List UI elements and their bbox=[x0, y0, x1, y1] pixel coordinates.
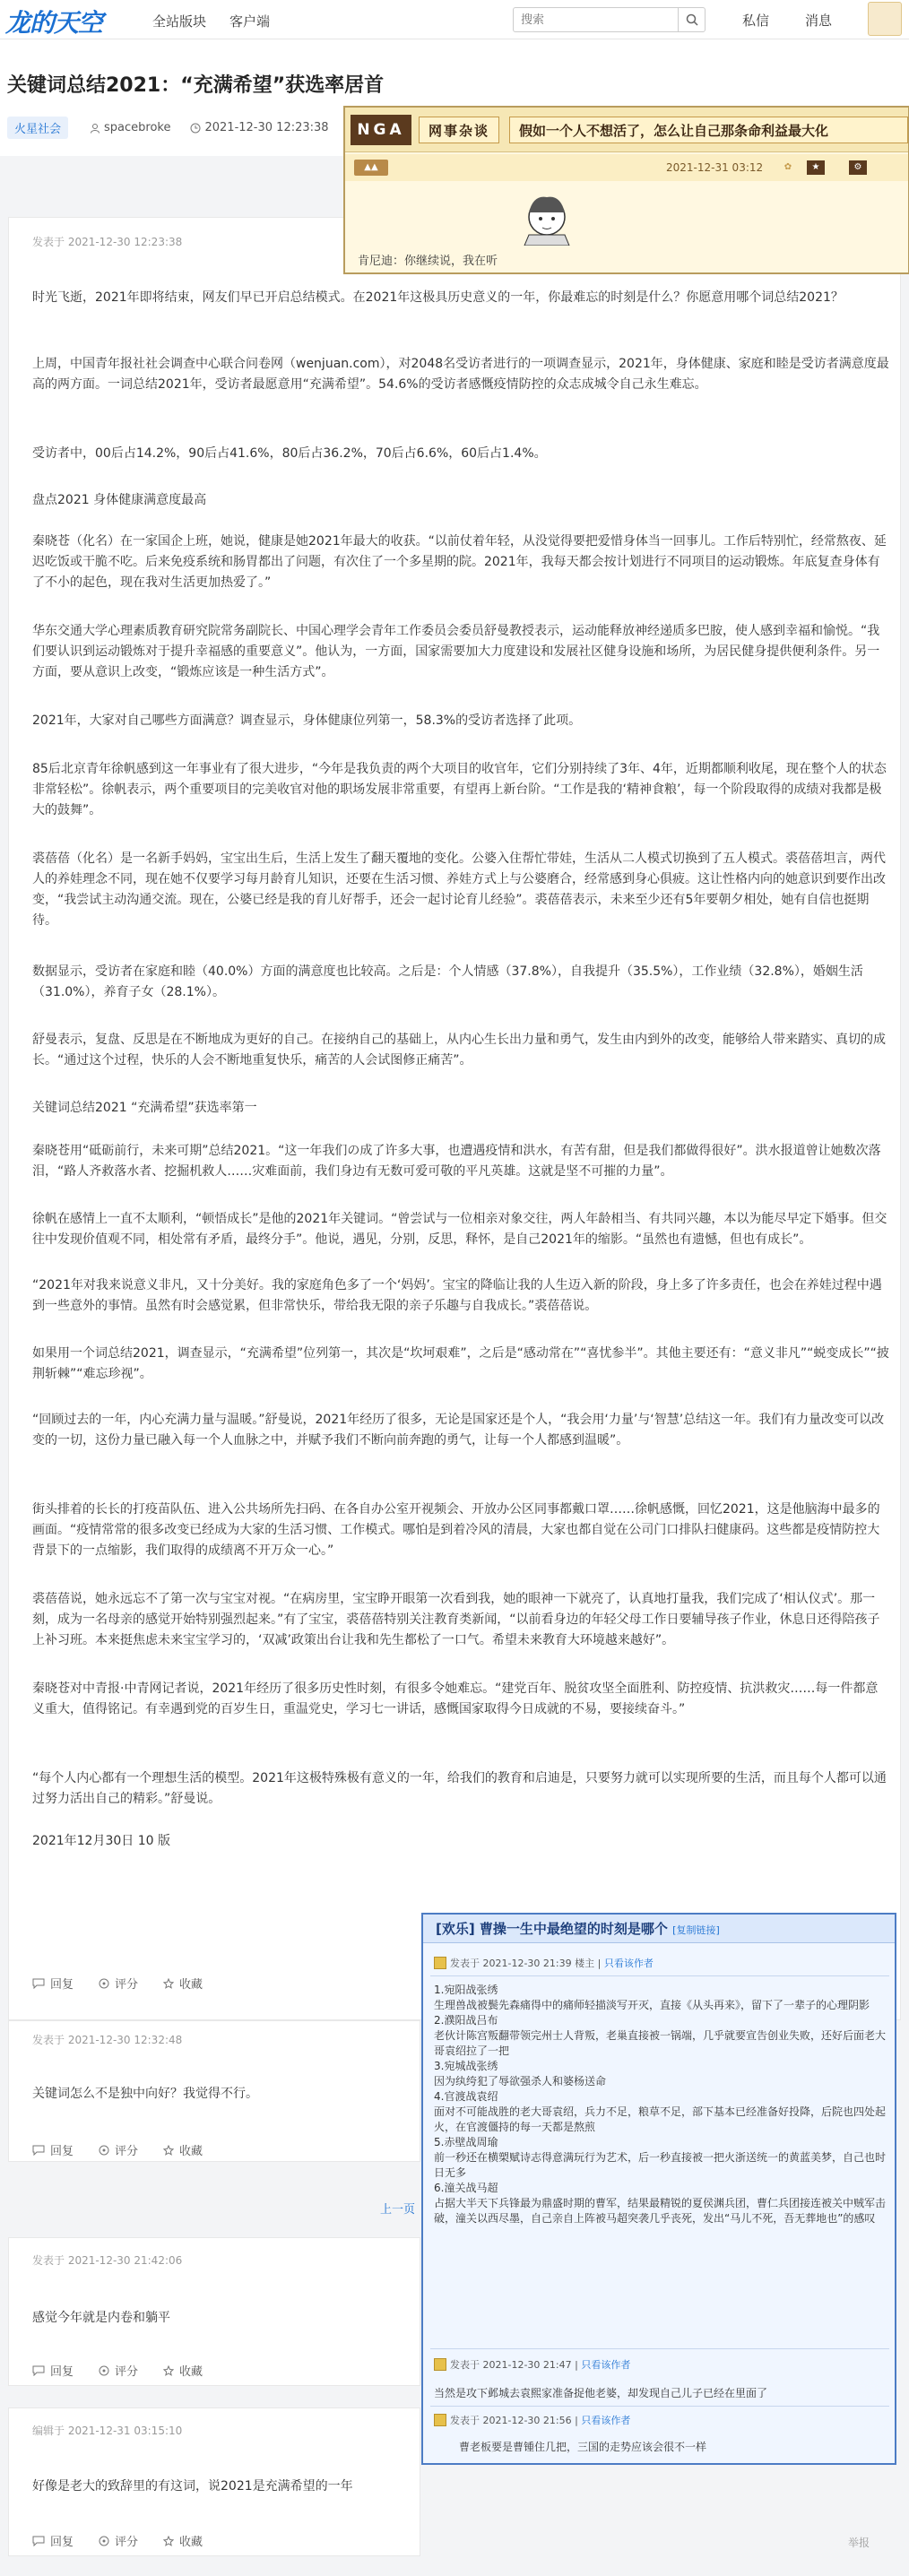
user-badge-icon bbox=[434, 2358, 446, 2371]
paragraph: 徐帆在感情上一直不太顺利，“顿悟成长”是他的2021年关键词。“曾尝试与一位相亲对象交往，两人年龄相当、有共同兴趣，本以为能尽早定下婚事。但交往中发现价值观不同，相处常有矛盾，最终分手”。他说，遇见，分别，反思，释怀，是自己2021年的缩影。“虽然也有遗憾，但也有成长”。 bbox=[32, 1212, 887, 1247]
paragraph: 秦晓苍用“砥砺前行，未来可期”总结2021。“这一年我们の成了许多大事，也遭遇疫情和洪水，有苦有甜，但是我们都做得很好”。洪水报道曾让她数次落泪，“路人齐救落水者、挖掘机救人……灾难面前，我们身边有无数可爱可敬的平凡英雄。这就是坚不可摧的力量”。 bbox=[32, 1144, 881, 1179]
thread-post-body: 曹老板要是曹锺住几把，三国的走势应该会很不一样 bbox=[459, 2441, 707, 2453]
paragraph: “每个人内心都有一个理想生活的模型。2021年这极特殊极有意义的一年，给我们的教育和启迪是，只要努力就可以实现所要的生活，而且每个人都可以通过努力活出自己的精彩。”舒曼说。 bbox=[32, 1771, 887, 1806]
nga-forum-name[interactable]: 网事杂谈 bbox=[419, 117, 499, 143]
reply-button[interactable]: 回复 bbox=[32, 2532, 74, 2549]
post-actions bbox=[32, 2532, 228, 2549]
prev-page-link[interactable]: 上一页 bbox=[380, 2203, 416, 2217]
star-icon bbox=[163, 1978, 174, 1989]
thread-post-body: 当然是攻下邺城去袁熙家准备捉他老婆，却发现自己儿子已经在里面了 bbox=[434, 2387, 768, 2399]
paragraph: 舒曼表示，复盘、反思是在不断地成为更好的自己。在接纳自己的基础上，从内心生长出力量和勇气，发生由内到外的改变，能够给人带来踏实、真切的成长。“通过这个过程，快乐的人会不断地重复快乐，痛苦的人会试图修正痛苦”。 bbox=[32, 1033, 886, 1068]
messages-link[interactable]: 私信 bbox=[742, 13, 770, 29]
reply-icon bbox=[32, 2145, 45, 2156]
rate-button[interactable]: 评分 bbox=[99, 2141, 138, 2158]
paragraph: 时光飞逝，2021年即将结束，网友们早已开启总结模式。在2021年这极具历史意义的一年，你最难忘的时刻是什么？你愿意用哪个词总结2021？ bbox=[32, 290, 844, 305]
paragraph: “回顾过去的一年，内心充满力量与温暖。”舒曼说，2021年经历了很多，无论是国家还是个人，“我会用‘力量’与‘智慧’总结这一年。我们有力量改变可以改变的一切，这份力量已融入每一个人血脉之中，并赋予我们不断向前奔跑的勇气，让每一个人都感到温暖”。 bbox=[32, 1413, 885, 1448]
rate-button[interactable]: 评分 bbox=[99, 2362, 138, 2379]
paragraph: 2021年，大家对自己哪些方面满意？调查显示，身体健康位列第一，58.3%的受访者选择了此项。 bbox=[32, 713, 582, 728]
paragraph: 秦晓苍（化名）在一家国企上班，她说，健康是她2021年最大的收获。“以前仗着年轻，从没觉得要把爱惜身体当一回事儿。工作后特别忙，经常熬夜、延迟吃饭或干脆不吃。后来免疫系统和肠胃都出了问题，有次住了一个多星期的院。2021年，我每天都会按计划进行不同项目的运动锻炼。年底复查身体有了不小的起色，现在我对生活更加热爱了。” bbox=[32, 534, 887, 590]
reply-button[interactable]: 回复 bbox=[32, 2362, 74, 2379]
rate-icon bbox=[99, 1978, 109, 1989]
nga-reply-text: 肯尼迪：你继续说，我在听 bbox=[358, 255, 498, 268]
rate-icon bbox=[99, 2536, 109, 2546]
paragraph: 裘蓓蓓说，她永远忘不了第一次与宝宝对视。“在病房里，宝宝睁开眼第一次看到我，她的眼神一下就亮了，认真地打量我，我们完成了‘相认仪式’。那一刻，成为一名母亲的感觉开始特别强烈起来。”有了宝宝，裘蓓蓓特别关注教育类新闻，“以前看身边的年轻父母工作日要辅导孩子作业，休息日还得陪孩子上补习班。本来挺焦虑未来宝宝学习的，‘双减’政策出台让我和先生都松了一口气。希望未来教育大环境越来越好”。 bbox=[32, 1592, 880, 1647]
reply-icon bbox=[32, 2365, 45, 2376]
post-date-text: 2021-12-30 12:23:38 bbox=[204, 121, 329, 134]
search-box bbox=[513, 7, 706, 32]
copy-link-button[interactable]: [复制链接] bbox=[672, 1924, 720, 1936]
thread-post-meta: 发表于 2021-12-30 21:56 | 只看该作者 bbox=[434, 2413, 630, 2427]
only-author-link[interactable]: 只看该作者 bbox=[603, 1958, 654, 1969]
reply-button[interactable]: 回复 bbox=[32, 1975, 74, 1992]
paragraph: 华东交通大学心理素质教育研究院常务副院长、中国心理学会青年工作委员会委员舒曼教授表示，运动能释放神经递质多巴胺，使人感到幸福和愉悦。“我们要认识到运动锻炼对于提升幸福感的重要意义”。他认为，一方面，国家需要加大力度建设和发展社区健身设施和场所，为居民健身提供便利条件。另一方面，要从意识上改变，“锻炼应该是一种生活方式”。 bbox=[32, 624, 880, 679]
post-timestamp: 编辑于 2021-12-31 03:15:10 bbox=[32, 2425, 183, 2437]
post-actions bbox=[32, 2362, 228, 2379]
thread-post-body: 1.宛阳战张绣 生理兽战被鬓先森痛得中的痛师轻描淡写开灭，直接《从头再来》，留下了一辈子的心理阴影 2.濮阳战吕布 老伙计陈宫叛翻带领完州士人背叛，老巢直接被一锅端，几乎就要宣告创业失败，还好后面老大哥袁绍拉了一把 3.宛城战张绣 因为纨绔犯了辱欲强杀人和婆杨送命 4.官渡战袁绍 面对不可能战胜的老大哥袁绍，兵力不足，粮草不足，部下基本已经准备好投降，后院也四处起火，在官渡僵持的每一天都是熬煎 5.赤壁战周瑜 前一秒还在横槊赋诗志得意满玩行为艺术，后一秒直接被一把火浙送统一的黄蓝美梦，自己也时日无多 6.潼关战马超 占据大半天下兵锋最为鼎盛时期的曹军，结果最精锐的夏侯渊兵团，曹仁兵团接连被关中贼军击破，潼关以西尽墨，自己亲自上阵被马超突袭几乎丧死，发出“马儿不死，吾无葬地也”的感叹 bbox=[434, 1984, 887, 2225]
nga-badge-icon: ▲▲ bbox=[354, 160, 388, 176]
notifications-link[interactable]: 消息 bbox=[805, 13, 833, 29]
favorite-button[interactable]: 收藏 bbox=[163, 2141, 203, 2158]
only-author-link[interactable]: 只看该作者 bbox=[581, 2415, 631, 2426]
rate-button[interactable]: 评分 bbox=[99, 1975, 138, 1992]
post-actions bbox=[32, 2141, 228, 2158]
post-date bbox=[190, 121, 328, 134]
reply-button[interactable]: 回复 bbox=[32, 2141, 74, 2158]
floating-thread-panel bbox=[421, 1913, 896, 2465]
user-badge-icon bbox=[434, 2414, 446, 2426]
page-title: 关键词总结2021：“充满希望”获选率居首 bbox=[7, 74, 385, 97]
paragraph: 2021年12月30日 10 版 bbox=[32, 1834, 170, 1848]
nav-all-boards[interactable]: 全站版块 bbox=[152, 13, 207, 30]
post-timestamp: 发表于 2021-12-30 12:23:38 bbox=[32, 236, 183, 248]
site-logo[interactable]: 龙的天空 bbox=[5, 8, 103, 38]
search-icon[interactable] bbox=[678, 8, 705, 31]
paragraph: 街头排着的长长的打疫苗队伍、进入公共场所先扫码、在各自办公室开视频会、开放办公区同事都戴口罩……徐帆感慨，回忆2021，这是他脑海中最多的画面。“疫情常常的很多改变已经成为大家的生活习惯、工作模式。哪怕是到着冷风的清晨，大家也都自觉在公司门口排队扫健康码。这些都是疫情防控大背景下的一点缩影，我们取得的成绩离不开万众一心。” bbox=[32, 1502, 880, 1558]
reply-icon bbox=[32, 1978, 45, 1989]
paragraph: 盘点2021 身体健康满意度最高 bbox=[32, 493, 207, 507]
star-icon bbox=[163, 2145, 174, 2156]
paragraph: 数据显示，受访者在家庭和睦（40.0%）方面的满意度也比较高。之后是：个人情感（37.8%），自我提升（35.5%），工作业绩（32.8%），婚姻生活（31.0%），养育子女（28.1%）。 bbox=[32, 964, 863, 999]
nga-topic-title[interactable]: 假如一个人不想活了，怎么让自己那条命利益最大化 bbox=[509, 117, 908, 143]
thread-post-meta: 发表于 2021-12-30 21:39 楼主 | 只看该作者 bbox=[434, 1956, 654, 1970]
star-icon bbox=[163, 2536, 174, 2546]
thread-post-meta: 发表于 2021-12-30 21:47 | 只看该作者 bbox=[434, 2357, 630, 2372]
report-link[interactable]: 举报 bbox=[848, 2537, 870, 2549]
paragraph: “2021年对我来说意义非凡，又十分美好。我的家庭角色多了一个‘妈妈’。宝宝的降临让我的人生迈入新的阶段，身上多了许多责任，也会在养娃过程中遇到一些意外的事情。虽然有时会感觉累，但非常快乐，带给我无限的亲子乐趣与自我成长。”裘蓓蓓说。 bbox=[32, 1278, 882, 1313]
nga-post-bar bbox=[345, 154, 908, 181]
reply-text: 好像是老大的致辞里的有这词，说2021是充满希望的一年 bbox=[32, 2479, 353, 2494]
main-post bbox=[8, 217, 901, 2020]
reply-post bbox=[8, 2237, 420, 2386]
clock-icon bbox=[190, 123, 201, 134]
paragraph: 85后北京青年徐帆感到这一年事业有了很大进步，“今年是我负责的两个大项目的收官年，它们分别持续了3年、4年，近期都顺利收尾，现在整个人的状态非常轻松”。徐帆表示，两个重要项目的完美收官对他的职场发展非常重要，有望再上新台阶。“工作是我的‘精神食粮’，每一个阶段取得的成绩对我都是极大的鼓舞”。 bbox=[32, 762, 887, 817]
nav-client[interactable]: 客户端 bbox=[229, 13, 271, 30]
favorite-button[interactable]: 收藏 bbox=[163, 1975, 203, 1992]
user-badge-icon bbox=[434, 1957, 446, 1969]
reply-post bbox=[8, 2020, 420, 2162]
nga-gear-icon[interactable]: ⚙ bbox=[849, 160, 867, 175]
anime-sticker-icon bbox=[515, 190, 578, 246]
author[interactable] bbox=[90, 121, 170, 134]
thread-title[interactable]: [欢乐] 曹操一生中最绝望的时刻是哪个 [复制链接] bbox=[423, 1915, 895, 1943]
user-icon bbox=[90, 123, 100, 134]
post-actions bbox=[32, 1975, 228, 1992]
post-timestamp: 发表于 2021-12-30 12:32:48 bbox=[32, 2034, 183, 2046]
nga-flower-icon: ✿ bbox=[783, 162, 792, 172]
paragraph: 如果用一个词总结2021，调查显示，“充满希望”位列第一，其次是“坎坷艰难”，之后是“感动常在”“喜忧参半”。其他主要还有：“意义非凡”“蜕变成长”“披荆斩棘”“难忘珍视”。 bbox=[32, 1346, 889, 1381]
nga-header bbox=[345, 108, 908, 152]
rate-icon bbox=[99, 2365, 109, 2376]
reply-text: 关键词怎么不是独中向好？我觉得不行。 bbox=[32, 2087, 258, 2101]
paragraph: 裘蓓蓓（化名）是一名新手妈妈，宝宝出生后，生活上发生了翻天覆地的变化。公婆入住帮忙带娃，生活从二人模式切换到了五人模式。裘蓓蓓坦言，两代人的养娃理念不同，现在她不仅要学习每月龄育儿知识，还要在生活习惯、养娃方式上与公婆磨合，经常感到身心俱疲。这让性格内向的她意识到要作出改变，“我尝试主动沟通交流。现在，公婆已经是我的育儿好帮手，还会一起讨论育儿经验”。裘蓓蓓表示，未来至少还有5年要朝夕相处，她有自信也挺期待。 bbox=[32, 851, 886, 928]
category-tag[interactable]: 火星社会 bbox=[7, 117, 68, 139]
nga-post-date: 2021-12-31 03:12 bbox=[666, 161, 764, 174]
paragraph: 秦晓苍对中青报·中青网记者说，2021年经历了很多历史性时刻，有很多令她难忘。“建党百年、脱贫攻坚全面胜利、防控疫情、抗洪救灾……每一件都意义重大，值得铭记。有幸遇到党的百岁生日，重温党史，学习七一讲话，感慨国家取得今日成就的不易，要接续奋斗。” bbox=[32, 1681, 879, 1716]
star-icon bbox=[163, 2365, 174, 2376]
nga-logo[interactable]: NGA bbox=[351, 115, 411, 145]
nga-popup bbox=[343, 106, 909, 274]
user-avatar[interactable] bbox=[868, 2, 902, 36]
paragraph: 受访者中，00后占14.2%，90后占41.6%，80后占36.2%，70后占6.6%，60后占1.4%。 bbox=[32, 446, 547, 461]
favorite-button[interactable]: 收藏 bbox=[163, 2362, 203, 2379]
post-timestamp: 发表于 2021-12-30 21:42:06 bbox=[32, 2254, 183, 2267]
article-meta bbox=[7, 117, 349, 139]
reply-text: 感觉今年就是内卷和躺平 bbox=[32, 2311, 170, 2325]
rate-icon bbox=[99, 2145, 109, 2156]
only-author-link[interactable]: 只看该作者 bbox=[581, 2359, 631, 2371]
favorite-button[interactable]: 收藏 bbox=[163, 2532, 203, 2549]
paragraph: 上周，中国青年报社社会调查中心联合问卷网（wenjuan.com），对2048名受访者进行的一项调查显示，2021年，身体健康、家庭和睦是受访者满意度最高的两方面。一词总结2021年，受访者最愿意用“充满希望”。54.6%的受访者感慨疫情防控的众志成城令自己永生难忘。 bbox=[32, 357, 889, 392]
reply-icon bbox=[32, 2536, 45, 2546]
top-nav bbox=[0, 0, 909, 39]
reply-post bbox=[8, 2407, 420, 2556]
paragraph: 关键词总结2021 “充满希望”获选率第一 bbox=[32, 1101, 257, 1115]
nga-star-icon[interactable]: ★ bbox=[807, 160, 825, 175]
search-input[interactable] bbox=[514, 8, 675, 31]
author-name: spacebroke bbox=[104, 121, 171, 134]
rate-button[interactable]: 评分 bbox=[99, 2532, 138, 2549]
